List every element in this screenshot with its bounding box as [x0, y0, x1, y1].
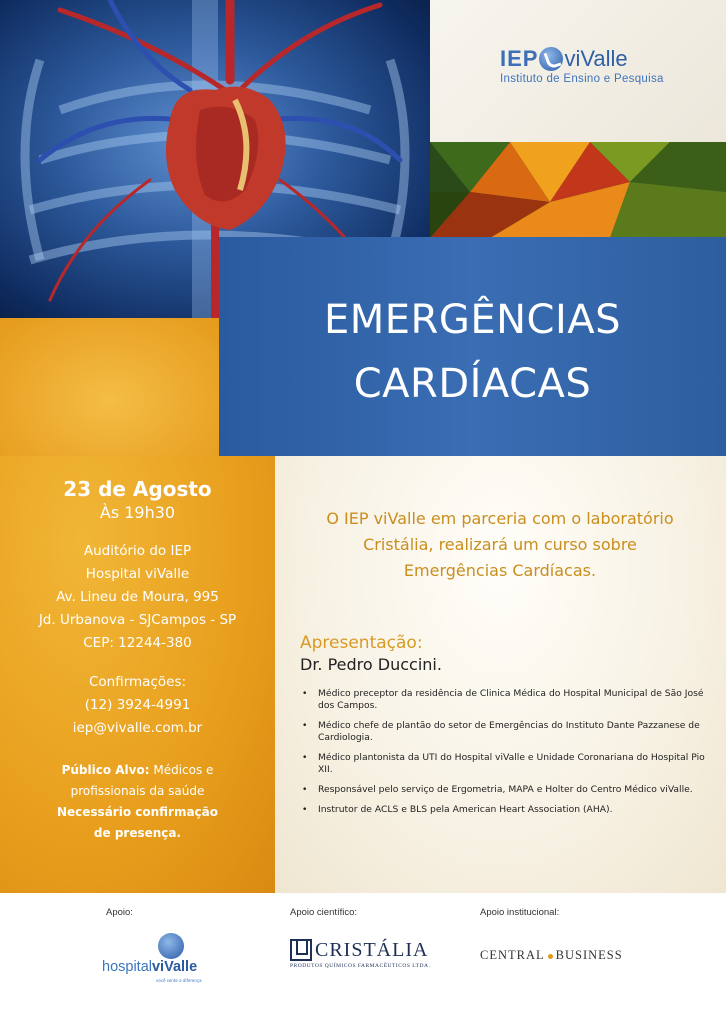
event-date: 23 de Agosto — [63, 477, 212, 501]
central-word: CENTRAL — [480, 948, 545, 962]
vivalle-check-icon — [539, 47, 563, 71]
address-line: Auditório do IEP — [83, 543, 192, 559]
iep-vivalle-logo — [500, 46, 664, 85]
intro-line: Emergências Cardíacas. — [403, 561, 597, 580]
title-banner — [219, 237, 726, 456]
rsvp-required: Necessário confirmação — [56, 805, 219, 819]
address-line: Hospital viValle — [85, 566, 190, 582]
central-business-logo — [480, 948, 623, 963]
audience-text-2: profissionais da saúde — [70, 784, 205, 798]
title-line-1: EMERGÊNCIAS — [323, 297, 622, 343]
bio-item: • Responsável pelo serviço de Ergometria, MAPA e Holter do Centro Médico viValle. — [300, 784, 710, 796]
address-line: CEP: 12244-380 — [83, 635, 192, 651]
orange-corner — [0, 318, 219, 456]
phone-number: (12) 3924-4991 — [84, 697, 191, 713]
logo-vivalle-text: viValle — [564, 46, 628, 71]
audience-label: Público Alvo: — [61, 763, 150, 777]
event-address — [0, 540, 275, 655]
logo-iep-text: IEP — [500, 46, 539, 71]
presenter-bio-list — [300, 688, 710, 816]
apoio-cientifico-label: Apoio científico: — [290, 907, 358, 918]
business-word: BUSINESS — [555, 948, 623, 962]
bio-item: • Médico plantonista da UTI do Hospital viValle e Unidade Coronariana do Hospital Pio XII. — [300, 752, 710, 776]
hospital-tagline: você sente a diferença — [156, 978, 202, 983]
title-line-2: CARDÍACAS — [353, 361, 592, 407]
bio-item: • Instrutor de ACLS e BLS pela American Heart Association (AHA). — [300, 804, 710, 816]
audience-text: Médicos e — [149, 763, 214, 777]
polygon-art — [430, 142, 726, 238]
bio-item: • Médico chefe de plantão do setor de Emergências do Instituto Dante Pazzanese de Cardiologia. — [300, 720, 710, 744]
apoio-institucional-label: Apoio institucional: — [480, 907, 560, 918]
intro-text — [290, 506, 710, 584]
rsvp-required-2: de presença. — [93, 826, 182, 840]
dot-icon — [548, 954, 553, 959]
address-line: Av. Lineu de Moura, 995 — [56, 589, 219, 605]
logo-area — [430, 0, 726, 142]
confirmation-label: Confirmações: — [88, 674, 187, 690]
confirmation-block — [0, 671, 275, 740]
presentation-label: Apresentação: — [300, 633, 423, 653]
hospital-word: hospital — [102, 959, 152, 975]
cristalia-mark-icon — [290, 939, 312, 961]
intro-line: Cristália, realizará um curso sobre — [363, 535, 637, 554]
presenter-name: Dr. Pedro Duccini. — [300, 655, 442, 674]
address-line: Jd. Urbanova - SJCampos - SP — [38, 612, 237, 628]
audience-block — [0, 760, 275, 844]
intro-line: O IEP viValle em parceria com o laboratório — [326, 509, 674, 528]
apoio-label: Apoio: — [106, 907, 133, 918]
sponsors-footer — [0, 893, 726, 1024]
logo-subtitle: Instituto de Ensino e Pesquisa — [500, 73, 664, 85]
cristalia-logo — [290, 939, 430, 969]
event-info — [0, 476, 275, 844]
vivalle-logo-icon — [158, 933, 184, 959]
event-time: Às 19h30 — [99, 503, 176, 522]
vivalle-word: viValle — [151, 959, 198, 975]
email-address: iep@vivalle.com.br — [72, 720, 203, 736]
presentation-block — [300, 632, 710, 824]
cristalia-subtitle: PRODUTOS QUÍMICOS FARMACÊUTICOS LTDA. — [290, 963, 431, 969]
hospital-vivalle-logo — [102, 933, 222, 983]
bio-item: • Médico preceptor da residência de Clinica Médica do Hospital Municipal de São José dos Campos. — [300, 688, 710, 712]
cristalia-word: CRISTÁLIA — [315, 939, 429, 961]
